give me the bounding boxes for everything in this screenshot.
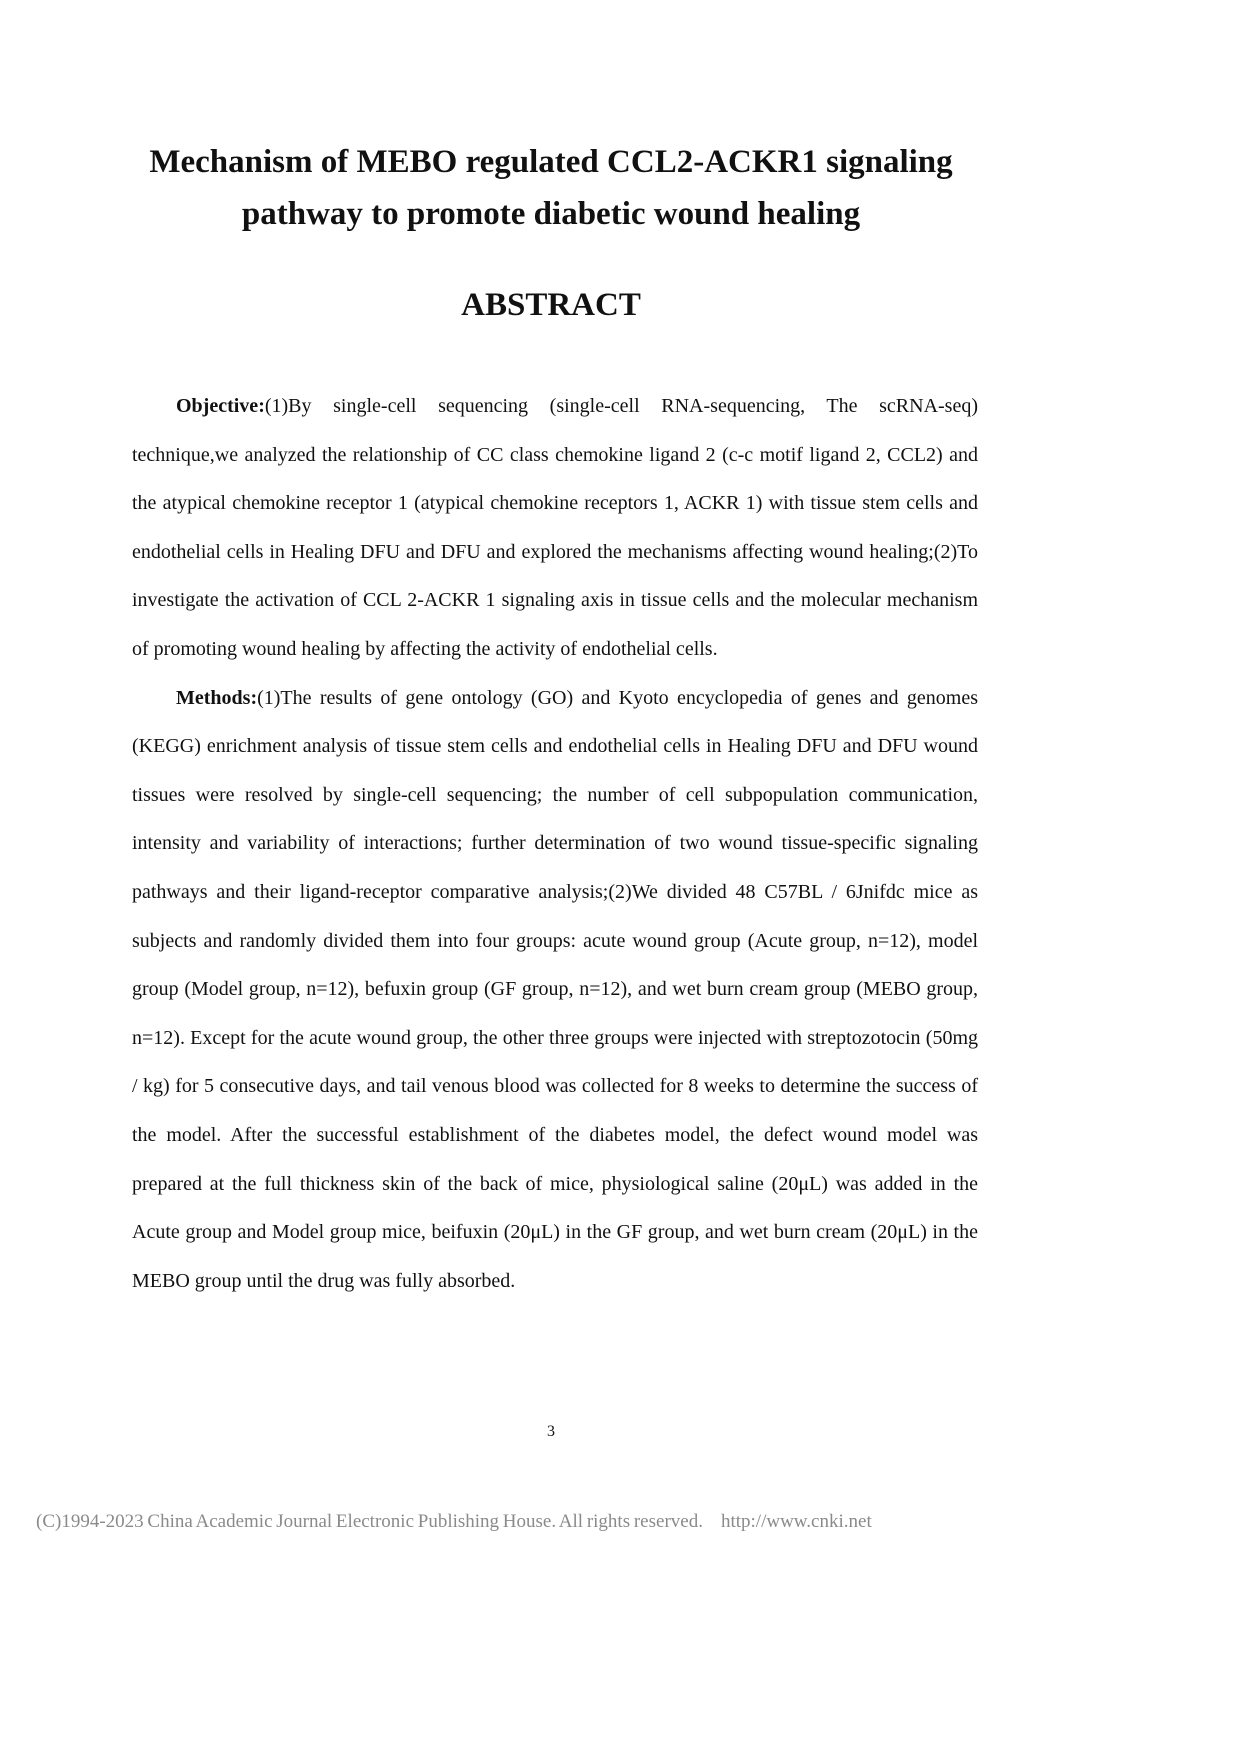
abstract-heading: ABSTRACT — [461, 287, 641, 323]
copyright-text: (C)1994-2023 China Academic Journal Electronic Publishing House. All rights reserved. — [36, 1511, 703, 1532]
objective-paragraph — [132, 382, 978, 674]
objective-text: (1)By single-cell sequencing (single-cell RNA-sequencing, The scRNA-seq) technique,we analyzed the relationship of CC class chemokine ligand 2 (c-c motif ligand 2, CCL2) and the atypical chemokine receptor 1 (atypical chemokine receptors 1, ACKR 1) with tissue stem cells and endothelial cells in Healing DFU and DFU and explored the mechanisms affecting wound healing;(2)To investigate the activation of CCL 2-ACKR 1 signaling axis in tissue cells and the molecular mechanism of promoting wound healing by affecting the activity of endothelial cells. — [132, 395, 978, 660]
abstract-body — [132, 382, 978, 1305]
copyright-footer — [36, 1511, 872, 1533]
methods-paragraph — [132, 674, 978, 1306]
objective-label: Objective: — [176, 395, 265, 417]
methods-text: (1)The results of gene ontology (GO) and Kyoto encyclopedia of genes and genomes (KEGG) enrichment analysis of tissue stem cells and endothelial cells in Healing DFU and DFU wound tissues were resolved by single-cell sequencing; the number of cell subpopulation communication, intensity and variability of interactions; further determination of two wound tissue-specific signaling pathways and their ligand-receptor comparative analysis;(2)We divided 48 C57BL / 6Jnifdc mice as subjects and randomly divided them into four groups: acute wound group (Acute group, n=12), model group (Model group, n=12), befuxin group (GF group, n=12), and wet burn cream group (MEBO group, n=12). Except for the acute wound group, the other three groups were injected with streptozotocin (50mg / kg) for 5 consecutive days, and tail venous blood was collected for 8 weeks to determine the success of the model. After the successful establishment of the diabetes model, the defect wound model was prepared at the full thickness skin of the back of mice, physiological saline (20μL) was added in the Acute group and Model group mice, beifuxin (20μL) in the GF group, and wet burn cream (20μL) in the MEBO group until the drug was fully absorbed. — [132, 686, 978, 1292]
methods-label: Methods: — [176, 686, 258, 709]
paper-title-line-1: Mechanism of MEBO regulated CCL2-ACKR1 signaling — [149, 144, 953, 180]
cnki-url[interactable]: http://www.cnki.net — [720, 1511, 872, 1532]
paper-title — [0, 136, 1102, 240]
page-number: 3 — [547, 1423, 555, 1440]
paper-title-line-2: pathway to promote diabetic wound healing — [241, 196, 861, 232]
